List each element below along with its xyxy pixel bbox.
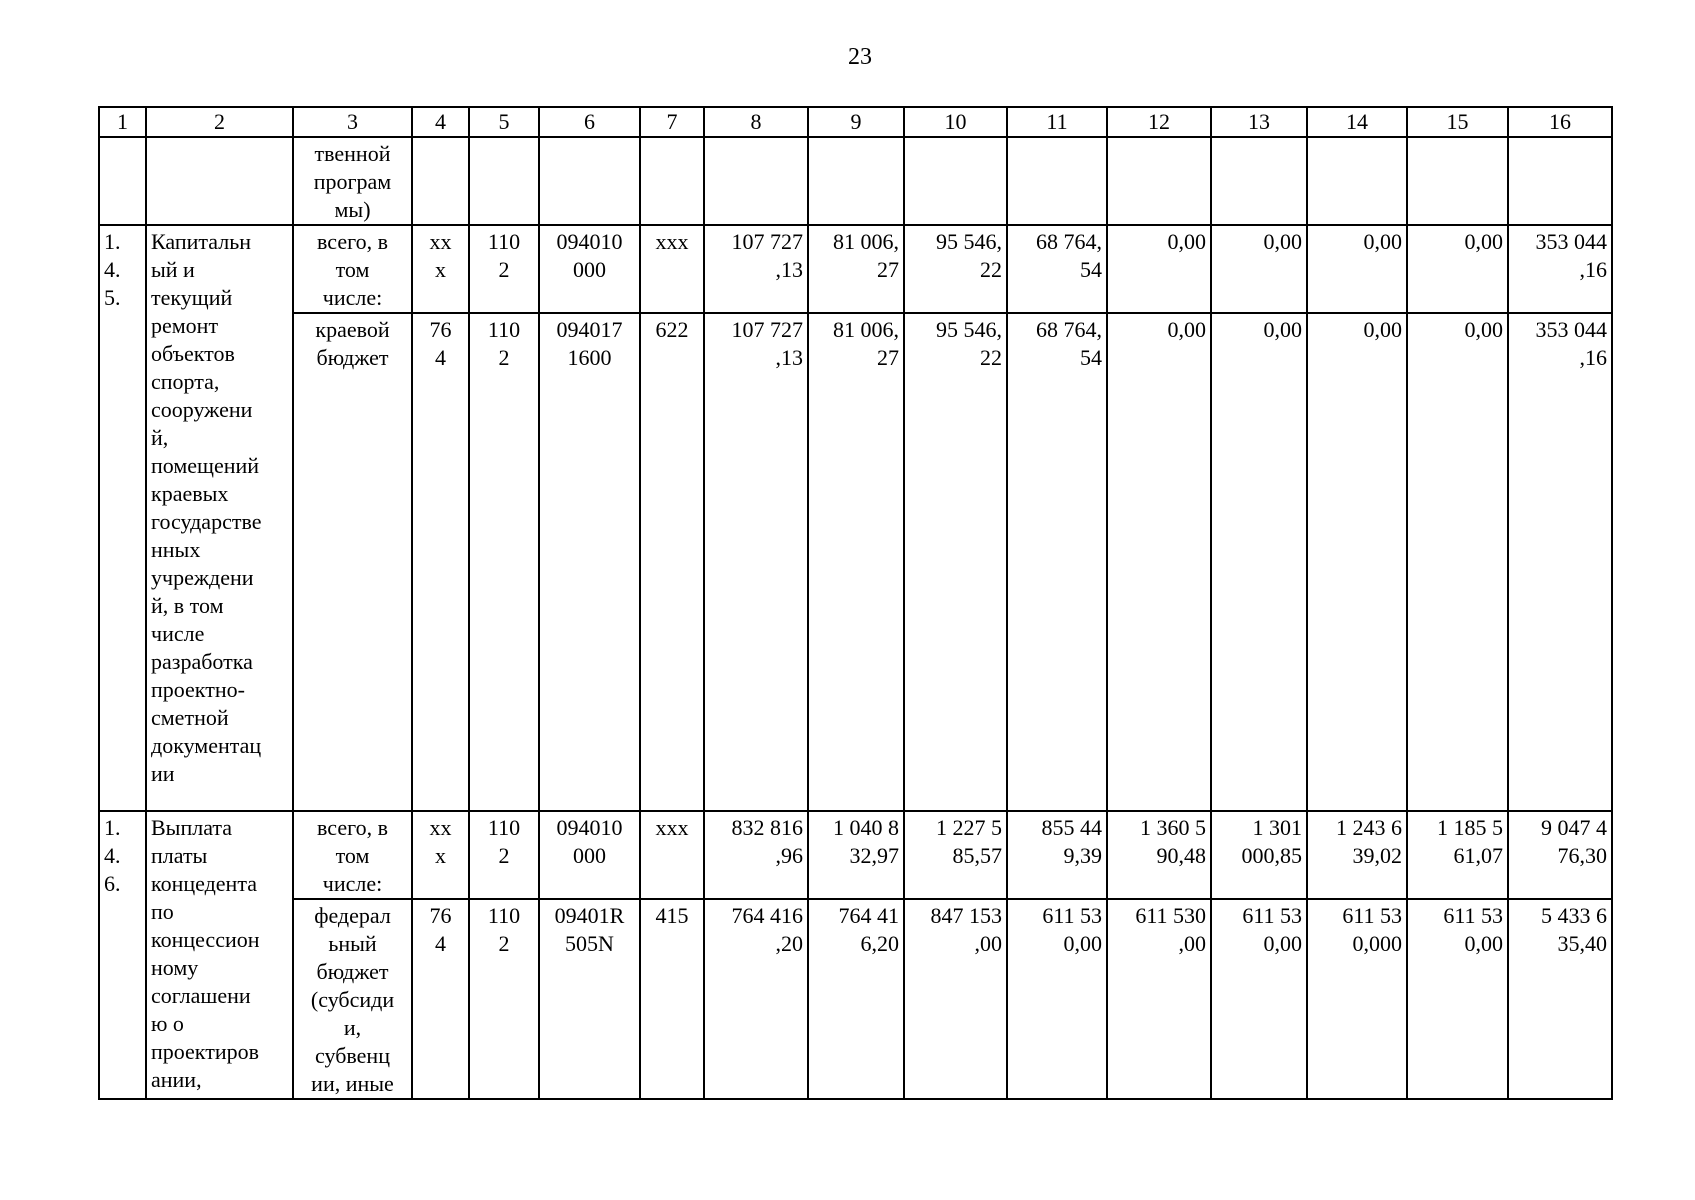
table-cell xyxy=(1211,137,1307,225)
row-index: 1. 4. 5. xyxy=(99,225,146,811)
table-cell: хх х xyxy=(412,811,469,899)
table-cell: 76 4 xyxy=(412,313,469,811)
source-cell: всего, в том числе: xyxy=(293,811,412,899)
table-cell: 76 4 xyxy=(412,899,469,1099)
table-cell xyxy=(704,137,808,225)
column-header: 4 xyxy=(412,107,469,137)
amount-cell: 1 301 000,85 xyxy=(1211,811,1307,899)
column-header: 13 xyxy=(1211,107,1307,137)
column-header: 11 xyxy=(1007,107,1107,137)
amount-cell: 95 546, 22 xyxy=(904,313,1007,811)
amount-cell: 855 44 9,39 xyxy=(1007,811,1107,899)
amount-cell: 0,00 xyxy=(1211,313,1307,811)
table-cell xyxy=(1508,137,1612,225)
table-row xyxy=(99,811,1612,899)
table-cell: 09401R 505N xyxy=(539,899,640,1099)
amount-cell: 0,00 xyxy=(1107,313,1211,811)
table-cell: 110 2 xyxy=(469,225,539,313)
column-header: 8 xyxy=(704,107,808,137)
table-cell: 094010 000 xyxy=(539,811,640,899)
row-index: 1. 4. 6. xyxy=(99,811,146,1099)
amount-cell: 0,00 xyxy=(1211,225,1307,313)
table-cell xyxy=(640,137,704,225)
continuation-row xyxy=(99,137,1612,225)
column-header: 2 xyxy=(146,107,293,137)
column-header: 16 xyxy=(1508,107,1612,137)
table-cell: ххх xyxy=(640,225,704,313)
measure-name: Капитальн ый и текущий ремонт объектов спорта, сооружени й, помещений краевых государстве нных учреждени й, в том числе разработка проектно- сметной документац ии xyxy=(146,225,293,811)
amount-cell: 81 006, 27 xyxy=(808,313,904,811)
amount-cell: 1 360 5 90,48 xyxy=(1107,811,1211,899)
table-cell xyxy=(469,137,539,225)
column-number-row xyxy=(99,107,1612,137)
amount-cell: 107 727 ,13 xyxy=(704,313,808,811)
amount-cell: 611 53 0,000 xyxy=(1307,899,1407,1099)
table-cell: 622 xyxy=(640,313,704,811)
table-cell: 094010 000 xyxy=(539,225,640,313)
amount-cell: 0,00 xyxy=(1307,313,1407,811)
amount-cell: 611 53 0,00 xyxy=(1407,899,1508,1099)
column-header: 14 xyxy=(1307,107,1407,137)
source-cell: твенной програм мы) xyxy=(293,137,412,225)
amount-cell: 9 047 4 76,30 xyxy=(1508,811,1612,899)
table-cell xyxy=(539,137,640,225)
table-cell xyxy=(1307,137,1407,225)
amount-cell: 353 044 ,16 xyxy=(1508,313,1612,811)
table-cell xyxy=(904,137,1007,225)
table-cell: ххх xyxy=(640,811,704,899)
table-row xyxy=(99,313,1612,811)
column-header: 3 xyxy=(293,107,412,137)
amount-cell: 353 044 ,16 xyxy=(1508,225,1612,313)
table-row xyxy=(99,225,1612,313)
column-header: 7 xyxy=(640,107,704,137)
column-header: 6 xyxy=(539,107,640,137)
column-header: 12 xyxy=(1107,107,1211,137)
amount-cell: 0,00 xyxy=(1407,225,1508,313)
page-number: 23 xyxy=(848,44,872,70)
table-cell: 415 xyxy=(640,899,704,1099)
table-cell xyxy=(1007,137,1107,225)
measure-name: Выплата платы концедента по концессион ному соглашени ю о проектиров ании, xyxy=(146,811,293,1099)
amount-cell: 1 227 5 85,57 xyxy=(904,811,1007,899)
amount-cell: 0,00 xyxy=(1107,225,1211,313)
amount-cell: 832 816 ,96 xyxy=(704,811,808,899)
table-cell: 110 2 xyxy=(469,899,539,1099)
amount-cell: 764 41 6,20 xyxy=(808,899,904,1099)
table-cell xyxy=(99,137,146,225)
table-cell: хх х xyxy=(412,225,469,313)
amount-cell: 764 416 ,20 xyxy=(704,899,808,1099)
column-header: 1 xyxy=(99,107,146,137)
source-cell: краевой бюджет xyxy=(293,313,412,811)
table-cell xyxy=(1107,137,1211,225)
source-cell: федерал ьный бюджет (субсиди и, субвенц ии, иные xyxy=(293,899,412,1099)
source-cell: всего, в том числе: xyxy=(293,225,412,313)
amount-cell: 611 53 0,00 xyxy=(1007,899,1107,1099)
table-cell: 110 2 xyxy=(469,811,539,899)
column-header: 15 xyxy=(1407,107,1508,137)
amount-cell: 81 006, 27 xyxy=(808,225,904,313)
budget-table xyxy=(98,106,1613,1100)
amount-cell: 68 764, 54 xyxy=(1007,313,1107,811)
amount-cell: 611 53 0,00 xyxy=(1211,899,1307,1099)
amount-cell: 1 185 5 61,07 xyxy=(1407,811,1508,899)
table-cell: 110 2 xyxy=(469,313,539,811)
amount-cell: 1 040 8 32,97 xyxy=(808,811,904,899)
amount-cell: 107 727 ,13 xyxy=(704,225,808,313)
table-cell: 094017 1600 xyxy=(539,313,640,811)
amount-cell: 5 433 6 35,40 xyxy=(1508,899,1612,1099)
amount-cell: 95 546, 22 xyxy=(904,225,1007,313)
amount-cell: 1 243 6 39,02 xyxy=(1307,811,1407,899)
table-cell xyxy=(808,137,904,225)
table-row xyxy=(99,899,1612,1099)
amount-cell: 0,00 xyxy=(1407,313,1508,811)
column-header: 5 xyxy=(469,107,539,137)
table-cell xyxy=(146,137,293,225)
table-cell xyxy=(1407,137,1508,225)
column-header: 9 xyxy=(808,107,904,137)
amount-cell: 0,00 xyxy=(1307,225,1407,313)
amount-cell: 611 530 ,00 xyxy=(1107,899,1211,1099)
amount-cell: 847 153 ,00 xyxy=(904,899,1007,1099)
amount-cell: 68 764, 54 xyxy=(1007,225,1107,313)
table-cell xyxy=(412,137,469,225)
column-header: 10 xyxy=(904,107,1007,137)
